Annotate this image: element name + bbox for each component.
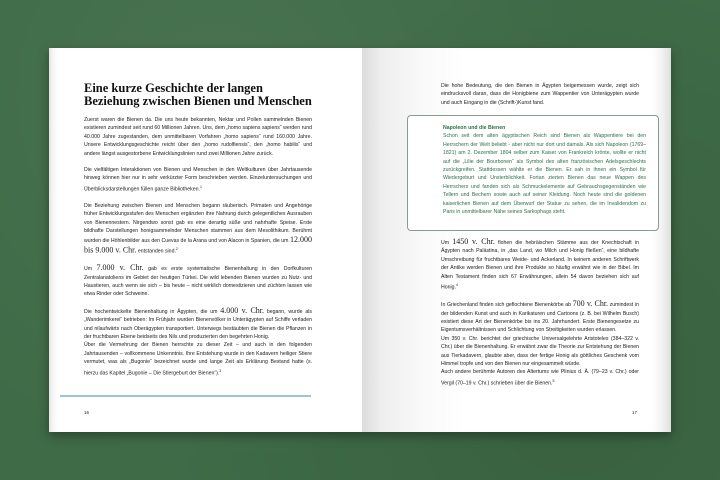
date-highlight: 700 v. Chr.	[572, 299, 609, 309]
paragraph: Auch andere berühmte Autoren des Altertums wie Plinius d. Ä. (79–23 v. Chr.) oder Vergil (70–19 v. Chr.) schrieben über die Bienen.$^5$	[441, 369, 639, 387]
footnote-ref: 3	[219, 368, 222, 373]
date-highlight: 1450 v. Chr.	[452, 237, 495, 246]
paragraph: Um 7.000 v. Chr. gab es erste systematische Bienenhaltung in den Dorfkulturen Zentralanatoliens im Gebiet der heutigen Türkei. Die wild lebenden Bienen wurden zu Nutz- und Haustieren, auch wenn sie sich – bis heute – nicht wirklich domestizieren und züchten lassen wie etwa Rinder oder Schweine.	[84, 263, 312, 298]
info-box-title: Napoleon und die Bienen	[443, 125, 506, 131]
paragraph: Über die Vermehrung der Bienen herrschte zu dieser Zeit – und auch in den folgenden Jahrtausenden – vollkommene Unkenntnis. Ihre Entstehung wurde in den Kadavern heiliger Stiere vermutet, was als „Bugonie“ bezeichnet wurde und lange Zeit als Erklärung Bestand hatte (s. hierzu das Kapitel „Bugonie – Die Stiergeburt der Bienen“).$^3$	[84, 342, 312, 377]
right-page-intro	[441, 82, 639, 115]
paragraph: Die hochentwickelte Bienenhaltung in Ägypten, die um 4.000 v. Chr. begann, wurde als „Wanderimkerei“ betrieben: Im Frühjahr wurden Bienenvölker in Unterägypten auf Schiffe verladen und nilaufwärts nach Oberägypten transportiert. Unterwegs bestäubten die Bienen die Pflanzen in der fruchtbaren Ebene beidseits des Nils und produzierten den begehrten Honig.	[84, 305, 313, 340]
footnote-ref: 5	[552, 378, 555, 383]
info-box	[407, 115, 659, 231]
left-page-content	[84, 82, 312, 378]
paragraph: Um 1450 v. Chr. flohen die hebräischen Stämme aus der Knechtschaft in Ägypten nach Palästina, in „das Land, wo Milch und Honig fließen“, eine bildhafte Umschreibung für fruchtbares Weide- und Ackerland. In keinem anderen Schriftwerk der Antike werden Bienen und ihre Produkte so häufig erwähnt wie in der Bibel. Im Alten Testament finden sich 67 Erwähnungen, allein 54 davon beziehen sich auf Honig.$^4$	[441, 237, 639, 291]
left-page	[49, 48, 362, 432]
paragraph: Um 350 v. Chr. berichtet der griechische Universalgelehrte Aristoteles (384–322 v. Chr.) über die Bienenhaltung. Er erwähnt zwar die Theorie zur Entstehung der Bienen aus Tierkadavern, glaubte aber, dass der fertige Honig als göttliches Geschenk vom Himmel tropfe und von den Bienen nur eingesammelt würde.	[441, 335, 639, 368]
open-book	[49, 48, 671, 432]
info-box-text: Schon seit dem alten ägyptischen Reich sind Bienen als Wappentiere bei den Herrschern der Welt beliebt - aber nicht nur dort und damals. Als sich Napoleon (1769–1821) am 2. Dezember 1804 selber zum Kaiser von Frankreich krönte, wollte er nicht auf die „Lilie der Bourbonen“ als Symbol des alten französischen Adelsgeschlechts zurückgreifen. Stattdessen wählte er die Bienen. Er sah in ihnen ein Symbol für Wiedergeburt und Unsterblichkeit. Fortan zierten Bienen das neue Wappen des Herrschers und fanden sich als Schmuckelemente auf Gebrauchsgegenständen wie Tellern und Bechern sowie auch auf seiner Kleidung. Noch heute sind die goldenen kaiserlichen Bienen auf dem Überwurf der Statue zu sehen, die im Invalidendom zu Paris in unmittelbarer Nähe seines Sarkophags steht.	[443, 133, 646, 216]
paragraph: Zuerst waren die Bienen da. Die uns heute bekannten, Nektar und Pollen sammelnden Bienen existieren zumindest seit rund 60 Millionen Jahren. Uns, dem „homo sapiens sapiens“ werden rund 40.000 Jahre zugestanden, dem unmittelbaren Vorfahren „homo sapiens“ rund 160.000 Jahre. Unsere Entwicklungsgeschichte reicht über den „homo rudolfiensis“, den „homo habilis“ und andere längst ausgestorbene Entwicklungslinien rund zwei Millionen Jahre zurück.	[84, 117, 312, 157]
page-number-left: 16	[84, 410, 90, 415]
footnote-ref: 2	[175, 247, 178, 252]
footnote-ref: 4	[456, 283, 458, 288]
chapter-title: Eine kurze Geschichte der langen Beziehung zwischen Bienen und Menschen	[84, 81, 312, 108]
paragraph: In Griechenland finden sich geflochtene Bienenkörbe ab 700 v. Chr. zumindest in der bildenden Kunst und auch in Karikaturen und Cartoons (z. B. bei Wilhelm Busch) existiert diese Art der Bienenkörbe bis ins 20. Jahrhundert. Erste Bienengesetze zu Eigentumsverhältnissen und Schlichtung von Streitigkeiten wurden erlassen.	[441, 299, 639, 334]
date-highlight: 4.000 v. Chr.	[220, 305, 265, 315]
footnote-ref: 1	[199, 184, 202, 189]
date-highlight: 12.000 bis 9.000 v. Chr.	[84, 234, 312, 255]
page-number-right: 17	[632, 410, 638, 415]
right-page	[362, 48, 671, 432]
date-highlight: 7.000 v. Chr.	[96, 263, 144, 273]
paragraph: Die hohe Bedeutung, die den Bienen in Ägypten beigemessen wurde, zeigt sich eindrucksvoll daran, dass die Honigbiene zum Wappentier von Unterägypten wurde und auch Eingang in die (Schrift-)Kunst fand.	[441, 83, 639, 106]
highlight-line	[60, 395, 311, 397]
paragraph: Die vielfältigen Interaktionen von Bienen und Menschen in den Weltkulturen über Jahrtausende hinweg können hier nur in sehr verkürzter Form beschrieben werden. Einzeluntersuchungen und Überblicksdarstellungen füllen ganze Bibliotheken.$^1$	[84, 167, 312, 193]
paragraph: Die Beziehung zwischen Bienen und Menschen begann räuberisch. Primaten und Angehörige früher Entwicklungsstufen des Menschen ergänzten ihre Nahrung durch gelegentliches Ausrauben von Bienennestern. Nirgendwo sonst gab es eine derartig süße und nahrhafte Speise. Erste bildhafte Darstellungen honigsammelnder Menschen stammen aus dem Mesolithikum. Berühmt wurden die Höhlenbilder aus den Cuevas de la Arana und von Alacon in Spanien, die um 12.000 bis 9.000 v. Chr. entstanden sind.$^2$	[84, 202, 312, 255]
right-page-content	[441, 238, 639, 388]
